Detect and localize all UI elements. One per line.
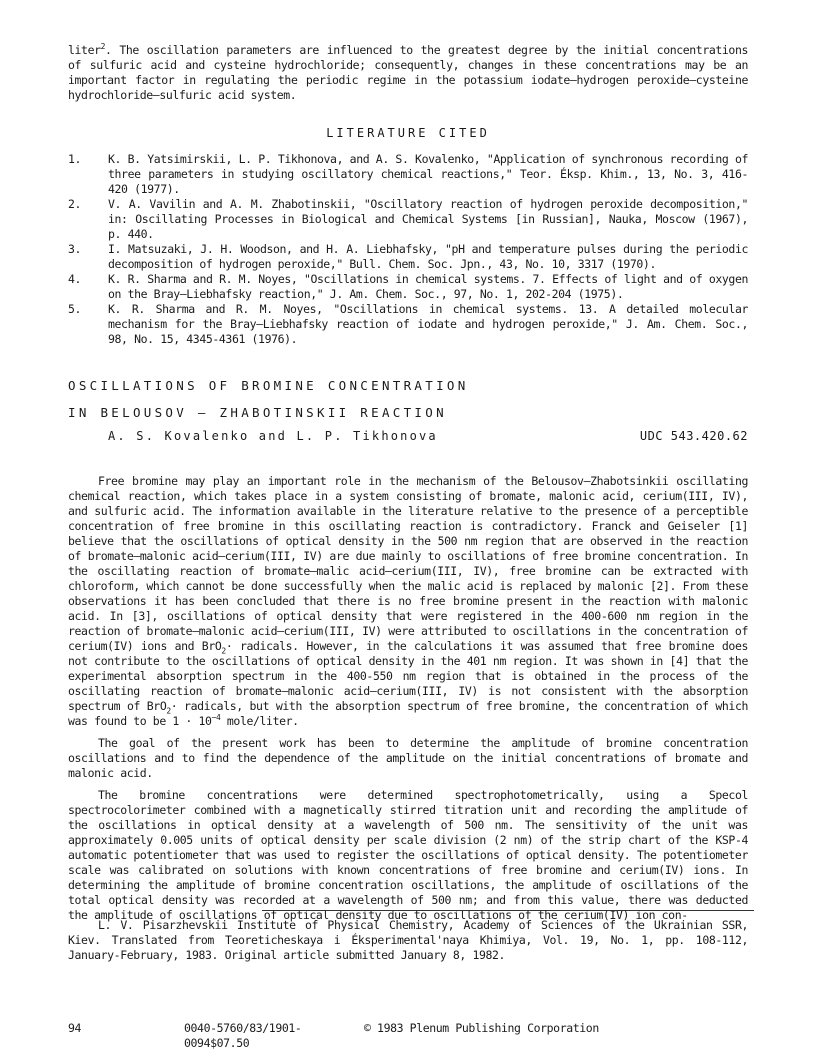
article-body [68,474,748,930]
reference-item [68,272,748,302]
article-authors: A. S. Kovalenko and L. P. Tikhonova [108,429,438,443]
page-number: 94 [68,1021,82,1035]
reference-item [68,197,748,242]
reference-number: 3. [68,242,82,256]
body-paragraph-1: Free bromine may play an important role in the mechanism of the Belousov–Zhabotsinkii oscillating chemical reaction, which takes place in a system consisting of bromate, malonic acid, cerium(III, IV), and sulfuric acid. The information available in the literature relative to the presence of a perceptible concentration of free bromine in this oscillating reaction is contradictory. Franck and Geiseler [1] believe that the oscillations of optical density in the 500 nm region that are observed in the reaction of bromate–malonic acid–cerium(III, IV) are due mainly to oscillations of free bromine concentration. In the oscillating reaction of bromate–malic acid–cerium(III, IV), free bromine can be extracted with chloroform, which cannot be done successfully when the malic acid is replaced by malonic [2]. From these observations it has been concluded that there is no free bromine present in the reaction with malonic acid. In [3], oscillations of optical density that were registered in the 400-600 nm region in the reaction of bromate–malonic acid–cerium(III, IV) were attributed to oscillations in the concentration of cerium(IV) ions and BrO$_2$· radicals. However, in the calculations it was assumed that free bromine does not contribute to the oscillations of optical density in the 401 nm region. It was shown in [4] that the experimental absorption spectrum in the 400-550 nm region that is obtained in the process of the oscillating reaction of bromate–malonic acid–cerium(III, IV) is not consistent with the absorption spectrum of BrO$_2$· radicals, but with the absorption spectrum of free bromine, the concentration of which was found to be $1 \cdot 10^{-4}$ mole/liter. [68,474,749,728]
reference-text: K. R. Sharma and R. M. Noyes, "Oscillations in chemical systems. 7. Effects of light and of oxygen on the Bray–Liebhafsky reaction," J. Am. Chem. Soc., 97, No. 1, 202-204 (1975). [108,272,748,301]
article-title [68,372,748,426]
intro-paragraph [68,43,748,103]
intro-text: liter [68,43,101,57]
reference-number: 4. [68,272,82,286]
reference-number: 5. [68,302,82,316]
intro-text-cont: . The oscillation parameters are influenced to the greatest degree by the initial concentrations of sulfuric acid and cysteine hydrochloride; consequently, changes in these concentrations may be an important factor in regulating the periodic regime in the potassium iodate–hydrogen peroxide–cysteine hydrochloride–sulfuric acid system. [68,43,748,102]
reference-item [68,152,748,197]
article-title-line-2: IN BELOUSOV – ZHABOTINSKII REACTION [68,405,447,420]
reference-text: I. Matsuzaki, J. H. Woodson, and H. A. Liebhafsky, "pH and temperature pulses during the periodic decomposition of hydrogen peroxide," Bull. Chem. Soc. Jpn., 43, No. 10, 3317 (1970). [108,242,748,271]
reference-number: 2. [68,197,82,211]
reference-item [68,242,748,272]
page-footer [68,1021,748,1051]
copyright-notice: © 1983 Plenum Publishing Corporation [364,1021,599,1035]
literature-cited-heading: LITERATURE CITED [326,126,490,140]
reference-list [68,152,748,347]
intro-superscript: 2 [100,42,106,52]
reference-text: V. A. Vavilin and A. M. Zhabotinskii, "Oscillatory reaction of hydrogen peroxide decomposition," in: Oscillating Processes in Biological and Chemical Systems [in Russian], Nauka, Moscow (1967), p. 440. [108,197,748,241]
body-paragraph-2: The goal of the present work has been to determine the amplitude of bromine concentration oscillations and to find the dependence of the amplitude on the initial concentrations of bromate and malonic acid. [68,736,748,780]
reference-text: K. B. Yatsimirskii, L. P. Tikhonova, and A. S. Kovalenko, "Application of synchronous recording of three parameters in studying oscillatory chemical reactions," Teor. Éksp. Khim., 13, No. 3, 416-420 (1977). [108,152,748,196]
article-title-line-1: OSCILLATIONS OF BROMINE CONCENTRATION [68,378,469,393]
footnote [68,918,748,963]
byline [108,429,748,444]
udc-code: UDC 543.420.62 [639,429,748,443]
body-paragraph-3: The bromine concentrations were determined spectrophotometrically, using a Specol spectrocolorimeter combined with a magnetically stirred titration unit and recording the amplitude of the oscillations in optical density at a wavelength of 500 nm. The sensitivity of the unit was approximately 0.005 units of optical density per scale division (2 nm) of the strip chart of the KSP-4 automatic potentiometer that was used to register the oscillations of optical density. The potentiometer scale was calibrated on solutions with known concentrations of free bromine and cerium(IV) ions. In determining the amplitude of bromine concentration oscillations, the amplitude of oscillations of the total optical density was recorded at a wavelength of 500 nm; and from this value, there was deducted the amplitude of oscillations of optical density due to oscillations of the cerium(IV) ion con- [68,788,748,922]
footnote-text: L. V. Pisarzhevskii Institute of Physical Chemistry, Academy of Sciences of the Ukrainian SSR, Kiev. Translated from Teoreticheskaya i Éksperimental'naya Khimiya, Vol. 19, No. 1, pp. 108-112, January-February, 1983. Original article submitted January 8, 1982. [68,918,748,962]
reference-text: K. R. Sharma and R. M. Noyes, "Oscillations in chemical systems. 13. A detailed molecular mechanism for the Bray–Liebhafsky reaction of iodate and hydrogen peroxide," J. Am. Chem. Soc., 98, No. 15, 4345-4361 (1976). [108,302,748,346]
article-code: 0040-5760/83/1901-0094$07.50 [184,1021,302,1050]
reference-number: 1. [68,152,82,166]
reference-item [68,302,748,347]
footnote-divider [262,910,754,911]
